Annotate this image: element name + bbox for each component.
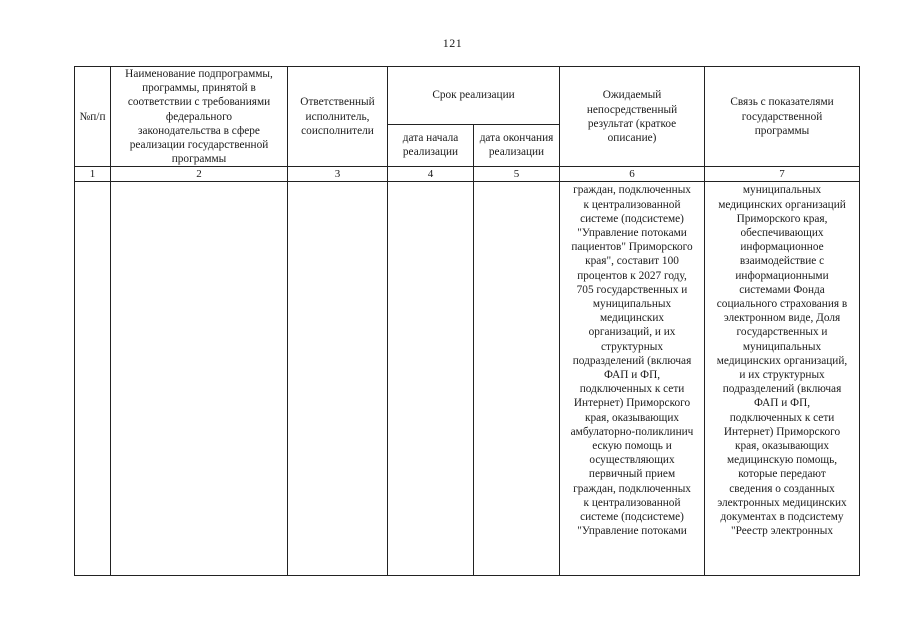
row-responsible-cell [288, 182, 388, 576]
header-indicators-link: Связь с показателями государственной программы [705, 67, 860, 167]
column-number: 1 [75, 167, 111, 182]
column-number: 2 [111, 167, 288, 182]
header-responsible: Ответственный исполнитель, соисполнители [288, 67, 388, 167]
header-row-1 [75, 67, 860, 125]
header-start-date: дата начала реализации [388, 124, 474, 167]
row-subprogram-cell [111, 182, 288, 576]
column-number: 3 [288, 167, 388, 182]
column-number: 7 [705, 167, 860, 182]
header-subprogram-name: Наименование подпрограммы, программы, принятой в соответствии с требованиями федерального законодательства в сфере реализации государственной программы [111, 67, 288, 167]
row-indicators-link-cell: муниципальных медицинских организаций Приморского края, обеспечивающих информационное взаимодействие с информационными системами Фонда социального страхования в электронном виде, Доля государственных и муниципальных медицинских организаций, и их структурных подразделений (включая ФАП и ФП, подключенных к сети Интернет) Приморского края, оказывающих медицинскую помощь, которые передают сведения о созданных электронных медицинских документах в подсистему "Реестр электронных [705, 182, 860, 576]
table-row [75, 182, 860, 576]
row-number-cell [75, 182, 111, 576]
row-end-date-cell [474, 182, 560, 576]
column-number: 4 [388, 167, 474, 182]
header-number: №п/п [75, 67, 111, 167]
row-start-date-cell [388, 182, 474, 576]
page-number: 121 [442, 36, 463, 50]
column-number: 5 [474, 167, 560, 182]
header-end-date: дата окончания реализации [474, 124, 560, 167]
header-expected-result: Ожидаемый непосредственный результат (краткое описание) [560, 67, 705, 167]
row-expected-result-cell: граждан, подключенных к централизованной системе (подсистеме) "Управление потоками пациентов" Приморского края", составит 100 процентов к 2027 году, 705 государственных и муниципальных медицинских организаций, и их структурных подразделений (включая ФАП и ФП, подключенных к сети Интернет) Приморского края, оказывающих амбулаторно-поликлинич ескую помощь и осуществляющих первичный прием граждан, подключенных к централизованной системе (подсистеме) "Управление потоками [560, 182, 705, 576]
column-number: 6 [560, 167, 705, 182]
header-implementation-period: Срок реализации [388, 67, 560, 125]
column-numbers-row [75, 167, 860, 182]
program-table [74, 66, 860, 576]
